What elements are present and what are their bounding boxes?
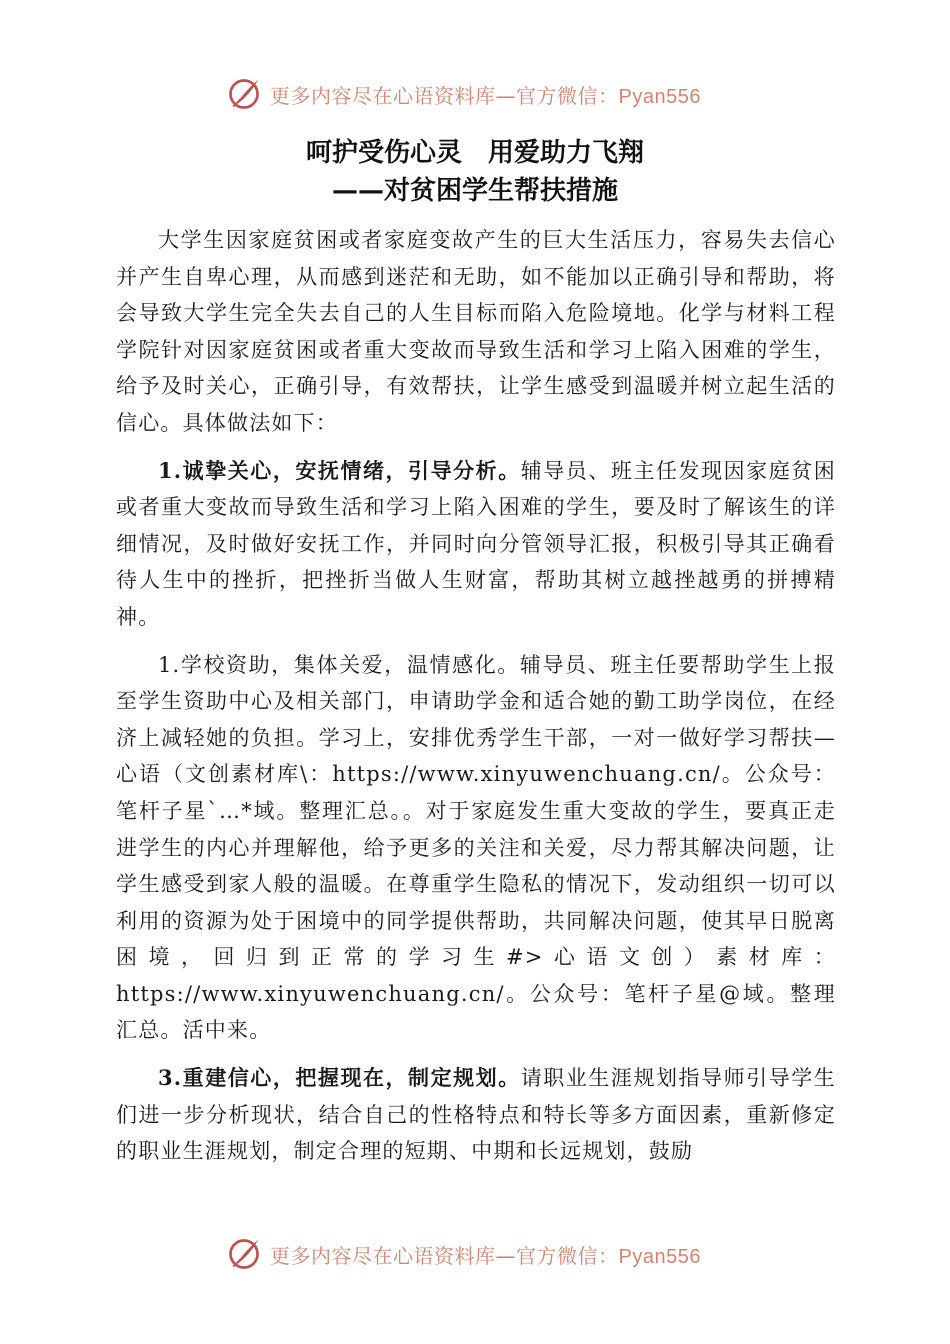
paragraph-measure-1 [116, 453, 836, 636]
wechat-id: Pyan556 [618, 85, 701, 108]
measure-2-text: 辅导员、班主任要帮助学生上报至学生资助中心及相关部门，申请助学金和适合她的勤工助学岗位，在经济上减轻她的负担。学习上，安排优秀学生干部，一对一做好学习帮扶—心语（文创素材库\：https://www.xinyuwenchuang.cn/。公众号：笔杆子星`…*域。整理汇总。。对于家庭发生重大变故的学生，要真正走进学生的内心并理解他，给予更多的关注和关爱，尽力帮其解决问题，让学生感受到家人般的温暖。在尊重学生隐私的情况下，发动组织一切可以利用的资源为处于困境中的同学提供帮助，共同解决问题，使其早日脱离困境，回归到正常的学习生#>心语文创）素材库：https://www.xinyuwenchuang.cn/。公众号：笔杆子星@域。整理汇总。活中来。 [116, 652, 836, 1043]
feather-pen-logo-icon [226, 76, 262, 112]
footer-banner [0, 1234, 950, 1274]
document-body [116, 222, 836, 1181]
header-banner [0, 74, 950, 114]
paragraph-intro: 大学生因家庭贫困或者家庭变故产生的巨大生活压力，容易失去信心并产生自卑心理，从而感到迷茫和无助，如不能加以正确引导和帮助，将会导致大学生完全失去自己的人生目标而陷入危险境地。化学与材料工程学院针对因家庭贫困或者重大变故而导致生活和学习上陷入困难的学生，给予及时关心，正确引导，有效帮扶，让学生感受到温暖并树立起生活的信心。具体做法如下： [116, 228, 836, 435]
paragraph-measure-2 [116, 647, 836, 1050]
measure-2-heading: 1.学校资助，集体关爱，温情感化。 [158, 652, 520, 677]
measure-3-text: 请职业生涯规划指导师引导学生们进一步分析现状，结合自己的性格特点和特长等多方面因素，重新修定的职业生涯规划，制定合理的短期、中期和长远规划，鼓励 [116, 1066, 836, 1164]
banner-text: 更多内容尽在心语资料库—官方微信：Pyan556 [270, 83, 701, 108]
paragraph-measure-3 [116, 1060, 836, 1170]
page-title: 呵护受伤心灵 用爱助力飞翔 [305, 138, 644, 168]
footer-wechat-id: Pyan556 [618, 1245, 701, 1268]
feather-pen-logo-icon [226, 1236, 262, 1272]
measure-1-text: 辅导员、班主任发现因家庭贫困或者重大变故而导致生活和学习上陷入困难的学生，要及时了解该生的详细情况，及时做好安抚工作，并同时向分管领导汇报，积极引导其正确看待人生中的挫折，把挫折当做人生财富，帮助其树立越挫越勇的拼搏精神。 [116, 458, 836, 629]
footer-banner-text: 更多内容尽在心语资料库—官方微信：Pyan556 [270, 1243, 701, 1268]
measure-3-heading: 3.重建信心，把握现在，制定规划。 [158, 1065, 521, 1091]
measure-1-heading: 1.诚挚关心，安抚情绪，引导分析。 [158, 457, 521, 483]
page-subtitle: ——对贫困学生帮扶措施 [331, 176, 618, 206]
